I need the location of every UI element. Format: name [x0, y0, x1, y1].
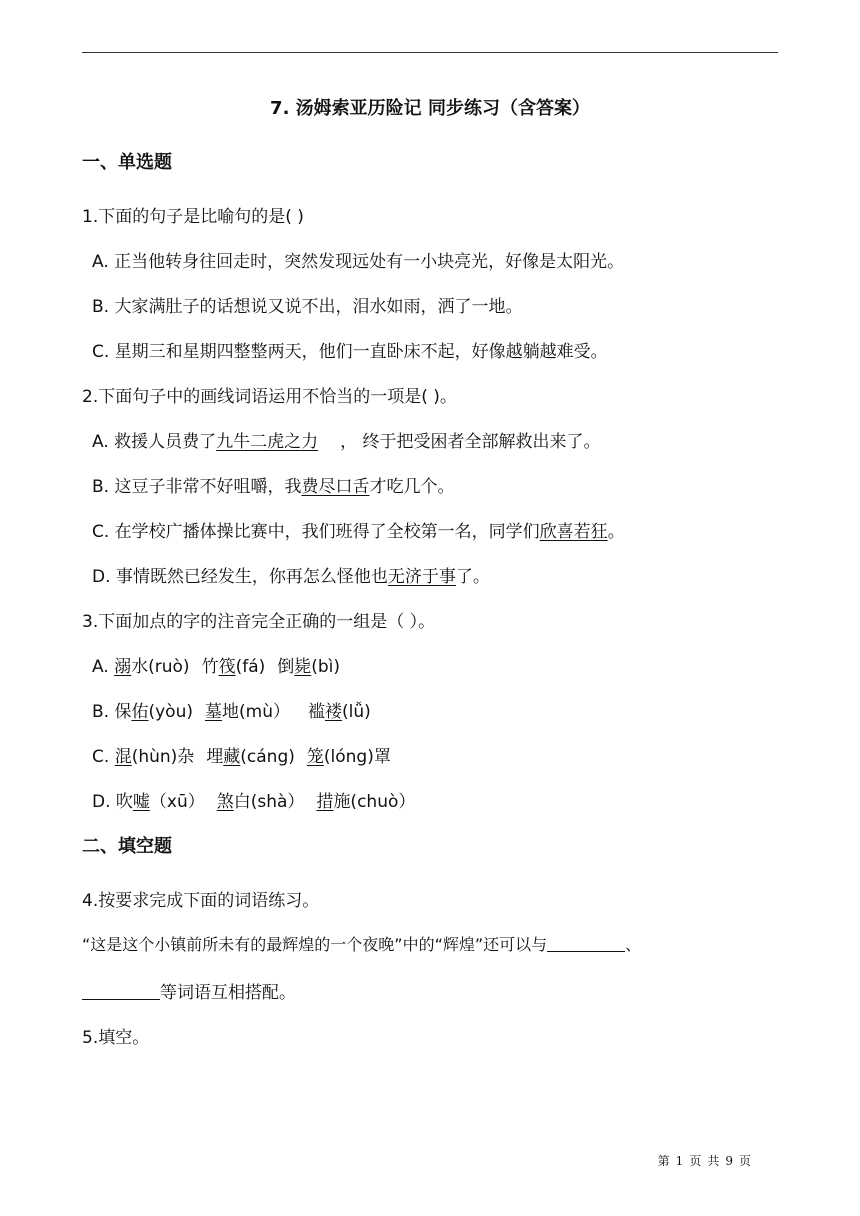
option-text: A. 救援人员费了	[92, 432, 217, 452]
option-text: D. 事情既然已经发生，你再怎么怪他也	[92, 567, 388, 587]
header-rule	[82, 52, 778, 53]
question-3-option-b	[92, 697, 371, 722]
option-text: 埋	[206, 747, 224, 767]
option-text: ， 终于把受困者全部解救出来了。	[340, 432, 601, 452]
option-text: （xū）	[149, 792, 205, 812]
option-text: 水(ruò)	[131, 657, 190, 677]
answer-blank-2[interactable]	[82, 982, 160, 1000]
option-text: 。	[607, 522, 625, 542]
dotted-char: 溺	[114, 657, 132, 677]
section-heading-fill-blank: 二、填空题	[82, 836, 172, 857]
question-1-option-a: A. 正当他转身往回走时，突然发现远处有一小块亮光，好像是太阳光。	[92, 252, 625, 272]
option-text: (lǚ)	[341, 702, 371, 722]
underlined-phrase: 欣喜若狂	[539, 522, 608, 542]
document-title: 7. 汤姆索亚历险记 同步练习（含答案）	[270, 98, 590, 119]
dotted-char: 佑	[131, 702, 149, 722]
option-text: (cáng)	[240, 747, 295, 767]
question-1-stem: 1.下面的句子是比喻句的是( )	[82, 207, 304, 227]
question-5-stem: 5.填空。	[82, 1028, 150, 1048]
dotted-char: 嘘	[132, 792, 150, 812]
option-text: 施(chuò）	[333, 792, 416, 812]
section-heading-single-choice: 一、单选题	[82, 152, 172, 173]
option-text: 竹	[201, 657, 219, 677]
page-number: 1	[675, 1154, 684, 1168]
option-text: 白(shà）	[233, 792, 305, 812]
option-text: (hùn)杂	[131, 747, 195, 767]
option-text: C.	[92, 747, 115, 767]
page-footer	[0, 1152, 860, 1169]
option-text: C. 在学校广播体操比赛中，我们班得了全校第一名，同学们	[92, 522, 540, 542]
separator: 、	[625, 935, 642, 954]
dotted-char: 措	[316, 792, 334, 812]
dotted-char: 藏	[223, 747, 241, 767]
option-text: 褴	[307, 702, 325, 722]
option-text: 才吃几个。	[369, 477, 455, 497]
option-text: (lóng)罩	[323, 747, 391, 767]
question-2-option-a	[92, 427, 601, 452]
option-text: D. 吹	[92, 792, 133, 812]
underlined-phrase: 无济于事	[387, 567, 456, 587]
question-4-line-1	[82, 932, 641, 955]
question-4-line-2	[82, 978, 296, 1003]
underlined-phrase: 费尽口舌	[301, 477, 370, 497]
question-1-option-c: C. 星期三和星期四整整两天，他们一直卧床不起，好像越躺越难受。	[92, 342, 608, 362]
footer-text: 共	[707, 1154, 720, 1168]
footer-text: 页	[738, 1154, 751, 1168]
dotted-char: 筏	[218, 657, 236, 677]
option-text: (bì)	[311, 657, 341, 677]
underlined-phrase: 九牛二虎之力	[216, 432, 319, 452]
option-text: B. 保	[92, 702, 132, 722]
question-3-option-a	[92, 652, 340, 677]
dotted-char: 毙	[294, 657, 312, 677]
question-text: 等词语互相搭配。	[160, 983, 296, 1003]
dotted-char: 混	[114, 747, 132, 767]
footer-text: 第	[657, 1154, 670, 1168]
option-text: (fá)	[235, 657, 266, 677]
question-3-stem: 3.下面加点的字的注音完全正确的一组是（ ）。	[82, 612, 436, 632]
question-text: “这是这个小镇前所未有的最辉煌的一个夜晚”中的“辉煌”还可以与	[82, 935, 548, 954]
footer-text: 页	[689, 1154, 702, 1168]
option-text: 倒	[277, 657, 295, 677]
total-pages: 9	[725, 1154, 733, 1168]
option-text: A.	[92, 657, 115, 677]
question-2-option-d	[92, 562, 490, 587]
question-2-stem: 2.下面句子中的画线词语运用不恰当的一项是( )。	[82, 387, 457, 407]
option-text: (yòu)	[148, 702, 193, 722]
question-3-option-c	[92, 742, 391, 767]
question-4-stem: 4.按要求完成下面的词语练习。	[82, 891, 320, 911]
dotted-char: 褛	[324, 702, 342, 722]
dotted-char: 煞	[216, 792, 234, 812]
question-2-option-b	[92, 472, 454, 497]
question-2-option-c	[92, 517, 625, 542]
question-3-option-d	[92, 787, 415, 812]
question-1-option-b: B. 大家满肚子的话想说又说不出，泪水如雨，洒了一地。	[92, 297, 523, 317]
option-text: 地(mù）	[222, 702, 290, 722]
dotted-char: 墓	[205, 702, 222, 722]
dotted-char: 笼	[306, 747, 324, 767]
answer-blank-1[interactable]	[547, 935, 625, 952]
option-text: B. 这豆子非常不好咀嚼，我	[92, 477, 302, 497]
option-text: 了。	[455, 567, 490, 587]
